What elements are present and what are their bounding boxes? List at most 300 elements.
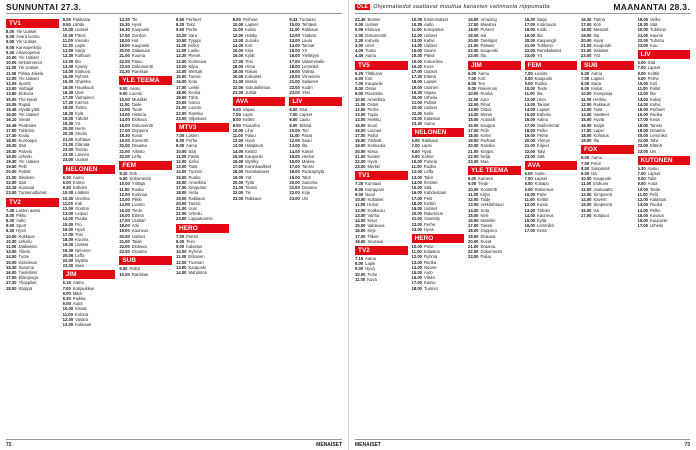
program-time: 19.00 xyxy=(119,228,130,234)
program-time: 14.00 xyxy=(637,207,648,213)
program-title: Sportti xyxy=(18,81,31,87)
program-time: 12.00 xyxy=(355,107,366,113)
program-title: Sää xyxy=(649,22,658,28)
channel-header: JIM xyxy=(63,270,116,279)
program-title: Elämä xyxy=(423,74,436,80)
program-title: Uusi xyxy=(188,205,197,211)
program-time: 14.00 xyxy=(232,43,244,49)
program-time: 16.30 xyxy=(62,89,74,95)
program-entry xyxy=(119,154,172,159)
program-time: 21.00 xyxy=(524,43,535,49)
program-title: Voittajat xyxy=(18,86,34,92)
program-title: Sport xyxy=(16,223,27,229)
program-time: 9.00 xyxy=(355,266,364,272)
program-time: 16.00 xyxy=(355,127,366,133)
program-time: 13.00 xyxy=(468,107,479,113)
program-title: Tiede xyxy=(131,207,143,213)
program-time: 9.00 xyxy=(355,91,364,97)
program-title: Pelit xyxy=(423,195,433,201)
program-time: 18.00 xyxy=(524,127,535,133)
program-time: 15.45 xyxy=(6,107,17,113)
program-time: 15.00 xyxy=(232,153,244,159)
program-time: 8.00 xyxy=(6,212,15,218)
program-title: Tanssijat xyxy=(480,37,497,43)
program-title: Ilta xyxy=(536,91,543,97)
program-title: Kaupunki xyxy=(131,43,150,49)
program-time: 21.00 xyxy=(6,174,17,180)
program-title: Puhe xyxy=(536,191,547,197)
program-time: 12.00 xyxy=(411,169,422,175)
program-time: 8.30 xyxy=(62,295,71,301)
program-title: Yle Uutiset xyxy=(16,29,37,34)
program-time: 14.00 xyxy=(355,117,366,123)
program-time: 19.30 xyxy=(6,159,17,165)
program-time: 6.00 xyxy=(637,60,646,66)
program-title: Uutiset xyxy=(75,27,89,33)
program-time: 16.00 xyxy=(524,117,535,123)
program-time: 18.00 xyxy=(411,79,422,85)
program-title: Kuninkaalliset xyxy=(245,164,272,170)
program-time: 14.00 xyxy=(468,207,479,213)
program-time: 8.00 xyxy=(411,148,420,154)
program-time: 8.50 xyxy=(176,17,185,22)
program-title: Kylät xyxy=(536,217,547,223)
program-time: 17.00 xyxy=(176,84,187,90)
program-time: 15.00 xyxy=(524,112,535,118)
program-title: Kirjeet xyxy=(536,143,549,149)
program-time: 11.00 xyxy=(411,249,422,255)
program-title: Uutiset xyxy=(423,69,438,75)
program-time: 9.00 xyxy=(119,176,128,182)
program-entry xyxy=(119,249,172,254)
program-time: 16.00 xyxy=(468,122,479,128)
program-time: 14.00 xyxy=(637,101,648,107)
program-title: Ruoka xyxy=(649,112,663,118)
program-time: 9.00 xyxy=(524,186,533,192)
program-time: 23.00 xyxy=(6,190,17,196)
program-title: Varhainen xyxy=(75,95,94,101)
program-time: 14.00 xyxy=(176,269,187,275)
program-time: 22.15 xyxy=(6,185,17,191)
program-title: Aamu xyxy=(647,165,659,171)
program-time: 21.00 xyxy=(119,53,130,59)
program-title: Kotirouvat xyxy=(536,22,556,28)
program-time: 9.05 xyxy=(6,44,15,50)
program-title: Ruoka xyxy=(188,174,201,180)
left-footer xyxy=(6,439,342,450)
program-time: 10.00 xyxy=(355,197,366,203)
program-time: 22.00 xyxy=(637,143,648,149)
program-title: Historia xyxy=(131,112,147,118)
channel-header: AVA xyxy=(233,97,286,106)
program-time: 20.00 xyxy=(468,143,479,149)
program-entry xyxy=(355,164,408,169)
program-title: Kunnaat xyxy=(365,181,381,187)
program-title: Lääkäri xyxy=(131,217,146,223)
program-title: Taide xyxy=(131,101,142,107)
program-time: 9.00 xyxy=(581,86,590,92)
program-title: Puheet xyxy=(480,27,494,33)
program-title: Viimeinen xyxy=(301,74,321,80)
program-time: 10.00 xyxy=(468,91,479,97)
program-time: 11.00 xyxy=(62,311,73,317)
program-title: Kirkonmenot xyxy=(18,60,42,66)
program-time: 15.00 xyxy=(62,221,74,227)
program-time: 20.00 xyxy=(289,74,300,80)
program-time: 17.00 xyxy=(355,133,366,139)
program-time: 18.40 xyxy=(6,148,17,154)
program-title: Kahvila xyxy=(365,37,379,43)
program-title: Kesä xyxy=(649,117,660,123)
program-entry xyxy=(638,43,691,48)
program-time: 17.00 xyxy=(524,228,535,234)
program-title: Rakennus xyxy=(534,186,554,192)
program-time: 19.00 xyxy=(289,174,300,180)
program-time: 21.00 xyxy=(524,143,535,149)
program-time: 19.00 xyxy=(6,153,17,159)
program-time: 18.00 xyxy=(581,27,592,33)
program-time: 23.00 xyxy=(524,153,535,159)
program-time: 10.05 xyxy=(6,60,17,66)
program-time: 19.00 xyxy=(119,138,130,144)
program-time: 17.00 xyxy=(6,275,17,281)
program-time: 22.00 xyxy=(468,249,479,255)
program-time: 9.00 xyxy=(468,181,477,187)
program-time: 22.00 xyxy=(411,105,422,111)
program-time: 10.00 xyxy=(468,186,479,192)
program-time: 16.30 xyxy=(581,17,592,22)
program-title: Ystävät xyxy=(367,138,382,144)
program-title: Kierros xyxy=(75,100,89,106)
program-time: 13.30 xyxy=(62,63,74,69)
program-time: 20.00 xyxy=(119,48,130,54)
program-title: Sää xyxy=(647,60,656,66)
program-time: 18.00 xyxy=(232,63,244,69)
program-title: Tiikeri xyxy=(367,233,379,239)
program-time: 21.00 xyxy=(232,79,244,85)
program-time: 17.00 xyxy=(411,69,422,75)
program-title: Kotimaa xyxy=(131,191,148,197)
left-columns xyxy=(6,17,342,437)
program-title: Sarja xyxy=(75,48,85,54)
program-time: 18.00 xyxy=(232,169,244,175)
program-title: Lasku xyxy=(188,48,200,54)
program-title: Kotiruoka xyxy=(367,143,386,149)
program-time: 6.15 xyxy=(62,280,71,286)
program-time: 21.00 xyxy=(62,136,74,142)
program-time: 19.00 xyxy=(176,95,187,101)
program-title: Luonto xyxy=(188,105,202,111)
program-title: Poliisit xyxy=(18,169,31,175)
program-time: 15.00 xyxy=(62,74,74,80)
program-time: 9.00 xyxy=(524,81,533,87)
program-title: Lapset xyxy=(534,176,548,182)
program-title: Sää xyxy=(423,185,432,191)
program-time: 21.00 xyxy=(468,43,479,49)
program-time: 20.00 xyxy=(637,133,648,139)
program-title: Pienet xyxy=(188,53,201,59)
program-time: 19.00 xyxy=(581,138,592,144)
program-time: 11.00 xyxy=(176,153,187,159)
program-time: 12.00 xyxy=(581,101,592,107)
program-title: Rakkaus xyxy=(421,138,438,144)
program-time: 9.40 xyxy=(6,49,15,55)
program-time: 8.00 xyxy=(119,86,128,92)
program-time: 9.00 xyxy=(176,143,185,149)
program-title: Isä xyxy=(591,171,597,177)
program-time: 15.00 xyxy=(289,153,300,159)
program-title: Lapsi xyxy=(74,43,85,49)
program-title: Nelonen xyxy=(75,247,91,253)
program-title: Aalto xyxy=(16,217,26,223)
program-title: Draama xyxy=(301,185,317,191)
program-title: Ilta xyxy=(480,53,487,59)
program-time: 6.00 xyxy=(468,70,477,76)
program-time: 14.00 xyxy=(524,107,535,113)
program-title: Elämä xyxy=(649,143,662,149)
program-title: Ranskalaiset xyxy=(245,169,270,175)
program-time: 7.00 xyxy=(411,143,420,149)
program-title: Amerikka xyxy=(188,179,206,185)
program-title: Kohtaus xyxy=(593,133,609,139)
program-title: Kasvimaa xyxy=(18,259,37,265)
program-time: 11.00 xyxy=(176,254,187,260)
channel-header: MTV3 xyxy=(176,123,229,132)
program-title: Urheilu xyxy=(18,238,32,244)
program-title: Keittiö xyxy=(423,200,436,206)
program-time: 13.00 xyxy=(581,191,592,197)
program-title: Rakkaus xyxy=(593,101,610,107)
program-title: Sikainen xyxy=(18,174,35,180)
program-time: 23.00 xyxy=(119,249,130,255)
program-time: 23.30 xyxy=(119,69,130,75)
program-time: 20.00 xyxy=(637,27,648,33)
program-title: Pelot xyxy=(591,160,601,166)
program-title: Kukat xyxy=(649,96,661,102)
program-title: Rakas xyxy=(245,69,258,75)
program-time: 10.00 xyxy=(411,159,422,165)
program-time: 17.00 xyxy=(289,58,300,64)
program-title: Talvi xyxy=(649,138,659,144)
program-title: Kirppis xyxy=(480,148,494,154)
program-time: 22.00 xyxy=(637,37,648,43)
program-title: Aamu xyxy=(423,121,435,127)
program-time: 10.00 xyxy=(524,86,535,92)
program-title: Uutiset xyxy=(423,43,438,49)
listing-column xyxy=(581,17,634,437)
program-title: Ruoka xyxy=(131,186,144,192)
program-title: Kello xyxy=(423,110,434,116)
program-title: Jumala xyxy=(245,37,259,43)
program-time: 14.00 xyxy=(62,69,74,75)
program-time: 23.00 xyxy=(355,164,366,170)
program-time: 17.00 xyxy=(119,127,130,133)
program-time: 10.00 xyxy=(411,243,422,249)
program-time: 17.00 xyxy=(232,164,244,170)
program-time: 13.00 xyxy=(232,37,244,43)
program-title: Elokuva xyxy=(365,27,381,33)
program-title: Leipuri xyxy=(75,211,88,217)
program-time: 9.30 xyxy=(6,228,15,234)
program-time: 17.30 xyxy=(6,280,17,286)
program-title: Tyyppi xyxy=(188,37,201,43)
program-time: 11.00 xyxy=(355,202,366,208)
program-time: 18.30 xyxy=(6,143,17,149)
program-title: Perheet xyxy=(242,17,258,22)
program-time: 19.00 xyxy=(468,138,479,144)
program-title: Ooppera xyxy=(131,127,149,133)
program-title: Kenka xyxy=(188,89,201,95)
program-time: 23.00 xyxy=(176,216,187,222)
program-title: Pasta xyxy=(188,153,199,159)
program-title: Urheilu xyxy=(649,223,664,229)
program-time: 17.00 xyxy=(62,231,74,237)
program-title: Uutinen xyxy=(423,84,439,90)
program-time: 15.30 xyxy=(411,53,422,59)
listing-column xyxy=(289,17,342,437)
program-title: Lasten xyxy=(186,133,199,139)
program-title: Tyttö xyxy=(245,179,255,185)
program-time: 12.00 xyxy=(176,259,187,265)
program-time: 15.00 xyxy=(6,96,17,102)
program-time: 23.00 xyxy=(468,53,479,59)
program-title: Urheilu xyxy=(423,95,438,101)
program-time: 21.00 xyxy=(176,105,187,111)
program-entry xyxy=(412,227,465,232)
program-title: Musiikki xyxy=(480,217,496,223)
program-time: 16.00 xyxy=(524,223,535,229)
program-time: 10.00 xyxy=(289,127,300,133)
program-time: 12.00 xyxy=(119,107,130,113)
program-entry xyxy=(176,216,229,221)
program-time: 23.00 xyxy=(524,53,535,59)
program-time: 21.00 xyxy=(119,148,130,154)
program-time: 17.00 xyxy=(289,164,300,170)
program-time: 18.00 xyxy=(62,237,74,243)
program-title: Tuhkimo xyxy=(536,43,553,49)
program-time: 22.00 xyxy=(581,48,592,54)
program-time: 15.00 xyxy=(355,223,366,229)
program-title: Lemmikit xyxy=(536,223,554,229)
program-title: Vasara xyxy=(75,316,89,322)
program-time: 8.05 xyxy=(6,34,15,40)
program-time: 14.00 xyxy=(6,254,17,260)
program-time: 3.00 xyxy=(355,43,364,49)
program-title: Elokuva xyxy=(593,181,609,187)
notice-badge: OLE xyxy=(357,3,369,10)
program-time: 9.00 xyxy=(355,191,364,197)
program-time: 16.00 xyxy=(581,122,592,128)
program-title: Hyvä xyxy=(593,37,604,43)
program-time: 18.00 xyxy=(581,133,592,139)
program-title: Parhaat xyxy=(480,138,496,144)
program-time: 23.00 xyxy=(176,115,187,121)
program-time: 19.00 xyxy=(176,195,187,201)
program-title: Yö xyxy=(75,121,81,127)
program-title: Teini xyxy=(186,238,195,244)
program-time: 12.00 xyxy=(468,101,479,107)
program-title: Dokumentti xyxy=(365,32,387,38)
program-title: Ryhmä xyxy=(75,74,89,80)
program-time: 17.00 xyxy=(176,185,187,191)
program-title: Päivä xyxy=(423,53,435,59)
program-time: 12.00 xyxy=(289,32,300,38)
program-title: Ruoka xyxy=(480,91,493,97)
program-title: Lasten aamu xyxy=(16,207,41,213)
program-entry xyxy=(176,270,229,275)
program-title: Perhe xyxy=(647,75,659,81)
program-title: Kaupunki xyxy=(188,264,206,270)
program-time: 8.00 xyxy=(637,70,646,76)
program-time: 17.30 xyxy=(6,133,17,139)
program-time: 2.30 xyxy=(355,37,364,43)
program-title: Kalastus xyxy=(186,243,203,249)
program-time: 18.30 xyxy=(62,110,74,116)
program-title: Autot xyxy=(647,181,658,187)
page-title: SUNNUNTAI 27.3. xyxy=(6,1,82,12)
program-title: Sarja xyxy=(591,81,601,87)
program-time: 14.00 xyxy=(289,43,300,49)
program-time: 8.30 xyxy=(6,217,15,223)
program-title: Tarinat xyxy=(301,43,315,49)
program-time: 19.00 xyxy=(119,43,130,49)
program-time: 15.00 xyxy=(524,217,535,223)
program-time: 19.00 xyxy=(232,69,244,75)
program-time: 20.00 xyxy=(468,37,479,43)
program-title: Pihat xyxy=(480,101,491,107)
channel-header: HERO xyxy=(176,224,229,233)
program-time: 14.00 xyxy=(524,212,535,218)
program-time: 14.00 xyxy=(289,148,300,154)
program-title: Nuoret xyxy=(423,264,437,270)
channel-header: YLE TEEMA xyxy=(119,76,172,85)
program-title: Kaupunki xyxy=(593,43,611,49)
program-time: 22.00 xyxy=(524,48,535,54)
program-title: Kirje xyxy=(301,190,311,196)
program-title: Tie xyxy=(131,17,138,22)
program-title: Juhlat xyxy=(245,89,257,95)
program-title: Kahvi xyxy=(480,133,491,139)
program-time: 7.00 xyxy=(176,133,185,139)
program-time: 15.00 xyxy=(289,48,300,54)
program-entry xyxy=(581,213,634,218)
program-title: Unelma xyxy=(75,195,90,201)
program-title: Tanssi xyxy=(480,223,493,229)
program-title: Keittiö xyxy=(536,197,549,203)
program-time: 23.00 xyxy=(581,53,592,59)
program-title: Amazing xyxy=(480,17,497,22)
program-title: Talot xyxy=(301,174,311,180)
program-title: Tuote xyxy=(18,254,30,260)
channel-header: JIM xyxy=(468,61,521,70)
program-title: Leikki xyxy=(188,84,200,90)
program-title: Luonto xyxy=(534,70,548,76)
program-title: Ykkös xyxy=(18,249,30,255)
program-title: Lapset xyxy=(647,65,661,71)
program-time: 18.00 xyxy=(468,27,479,33)
program-title: Tanssi xyxy=(188,200,201,206)
program-title: Kota xyxy=(188,79,198,85)
program-entry xyxy=(355,53,408,58)
program-time: 7.00 xyxy=(176,233,185,239)
program-entry xyxy=(63,157,116,162)
program-title: Kesä xyxy=(536,228,547,234)
program-title: Tiede xyxy=(478,181,489,187)
program-time: 8.00 xyxy=(62,290,71,296)
program-time: 19.00 xyxy=(524,32,535,38)
program-time: 16.00 xyxy=(6,112,17,118)
program-time: 7.00 xyxy=(524,70,533,76)
